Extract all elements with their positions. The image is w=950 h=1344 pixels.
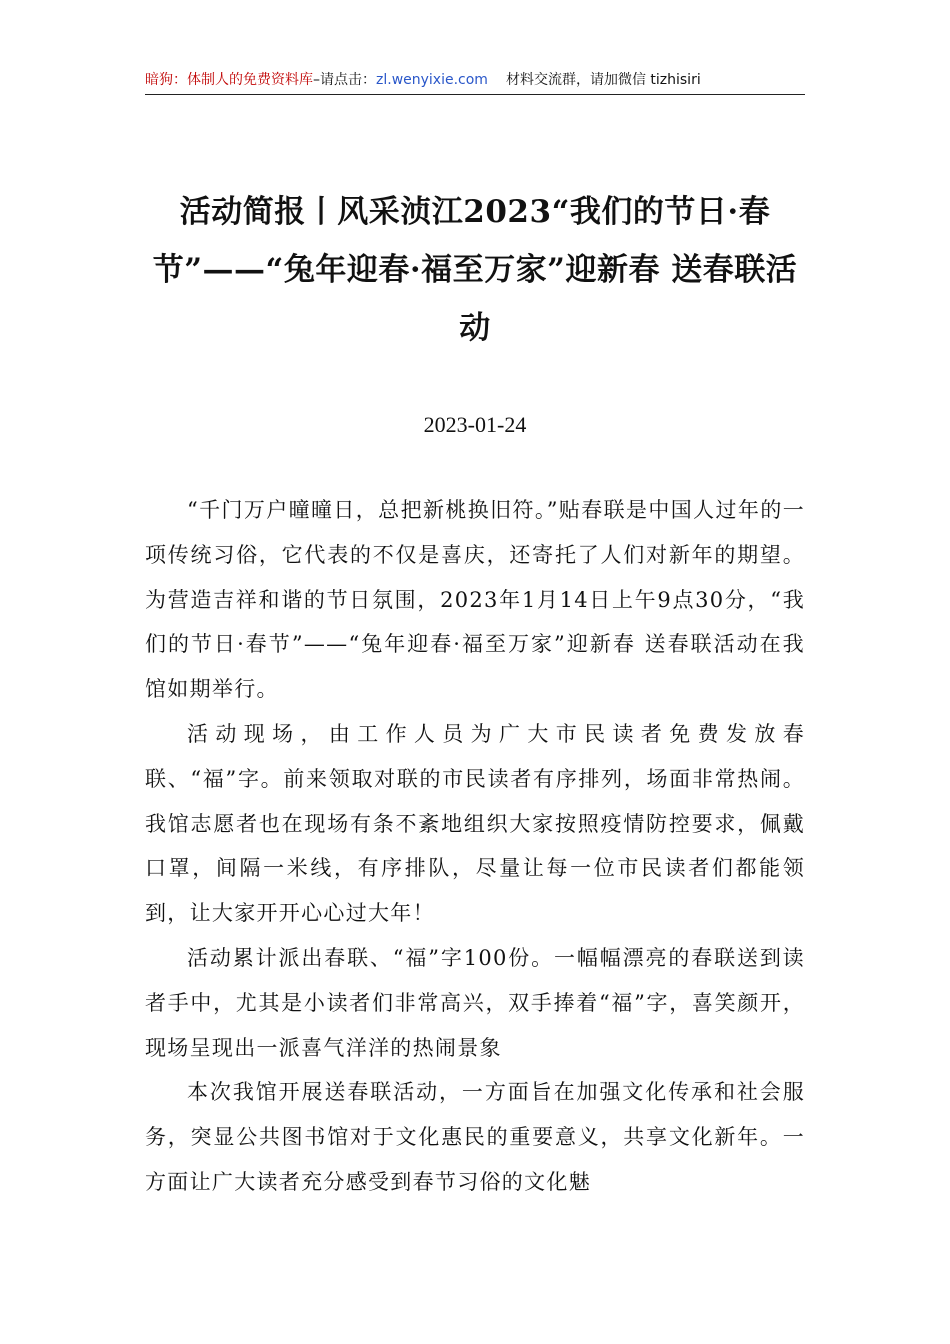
header-brand: 暗狗：体制人的免费资料库 bbox=[145, 72, 313, 88]
paragraph: 活动现场，由工作人员为广大市民读者免费发放春联、“福”字。前来领取对联的市民读者有序排列，场面非常热闹。我馆志愿者也在现场有条不紊地组织大家按照疫情防控要求，佩戴口罩，间隔一米线，有序排队，尽量让每一位市民读者们都能领到，让大家开开心心过大年！ bbox=[145, 721, 805, 926]
article-body bbox=[145, 488, 805, 1205]
paragraph: “千门万户曈曈日，总把新桃换旧符。”贴春联是中国人过年的一项传统习俗，它代表的不仅是喜庆，还寄托了人们对新年的期望。为营造吉祥和谐的节日氛围，2023年1月14日上午9点30分，“我们的节日·春节”——“兔年迎春·福至万家”迎新春 送春联活动在我馆如期举行。 bbox=[145, 498, 805, 702]
paragraph: 活动累计派出春联、“福”字100份。一幅幅漂亮的春联送到读者手中，尤其是小读者们非常高兴，双手捧着“福”字，喜笑颜开，现场呈现出一派喜气洋洋的热闹景象 bbox=[145, 945, 805, 1060]
header-link[interactable]: zl.wenyixie.com bbox=[376, 72, 488, 88]
header-wechat-note: 材料交流群，请加微信 tizhisiri bbox=[505, 72, 701, 88]
paragraph: 本次我馆开展送春联活动，一方面旨在加强文化传承和社会服务，突显公共图书馆对于文化惠民的重要意义，共享文化新年。一方面让广大读者充分感受到春节习俗的文化魅 bbox=[145, 1080, 805, 1194]
header-prompt: –请点击： bbox=[313, 72, 376, 88]
article-date: 2023-01-24 bbox=[423, 412, 527, 437]
article-title: 活动简报丨风采浈江2023“我们的节日·春节”——“兔年迎春·福至万家”迎新春 送春联活动 bbox=[152, 194, 798, 346]
page-header bbox=[145, 66, 805, 95]
